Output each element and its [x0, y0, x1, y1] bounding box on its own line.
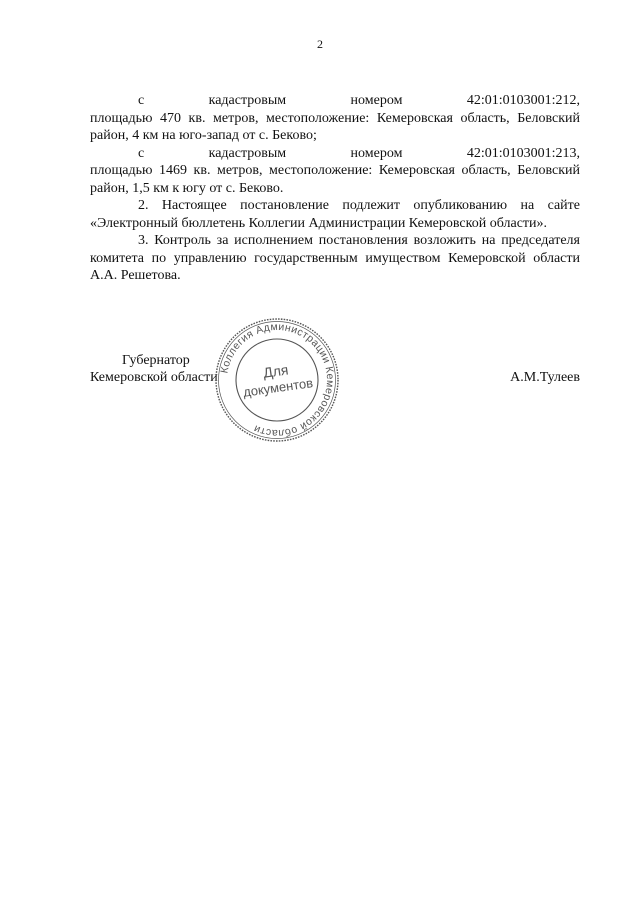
- cadastral-number: 42:01:0103001:213,: [466, 145, 580, 161]
- cadastral-word: номером: [350, 93, 403, 108]
- signatory-title-line1: Губернатор: [122, 353, 190, 368]
- official-seal-stamp: [213, 316, 341, 444]
- cadastral-number: 42:01:0103001:212,: [466, 93, 580, 108]
- cadastral-word: с: [138, 93, 145, 108]
- stamp-ring-text: Коллегия Администрации Кемеровской области: [218, 320, 337, 440]
- cadastral-details: площадью 470 кв. метров, местоположение: Кемеровская область, Беловский район, 4 км на юго-запад от с. Беково;: [90, 110, 580, 143]
- cadastral-item-213: [90, 145, 580, 198]
- signatory-title-line2: Кемеровской области: [90, 370, 218, 385]
- stamp-center-text-line2: документов: [242, 375, 314, 400]
- cadastral-row: [138, 92, 580, 110]
- stamp-center-text-line1: Для: [262, 361, 290, 381]
- cadastral-word: кадастровым: [208, 93, 287, 108]
- point-3-paragraph: 3. Контроль за исполнением постановления возложить на председателя комитета по управлению государственным имуществом Кемеровской области А.А. Решетова.: [90, 233, 580, 283]
- point-2-paragraph: 2. Настоящее постановление подлежит опубликованию на сайте «Электронный бюллетень Коллегии Администрации Кемеровской области».: [90, 198, 580, 231]
- signatory-name: А.М.Тулеев: [510, 370, 580, 385]
- document-body: [90, 92, 580, 285]
- cadastral-word: кадастровым: [208, 145, 287, 161]
- page-number: 2: [317, 37, 323, 51]
- cadastral-word: с: [138, 145, 145, 161]
- cadastral-word: номером: [350, 145, 403, 161]
- cadastral-item-212: [90, 92, 580, 145]
- cadastral-details: площадью 1469 кв. метров, местоположение: Кемеровская область, Беловский район, 1,5 км к югу от с. Беково.: [90, 163, 580, 196]
- cadastral-row: [138, 145, 580, 163]
